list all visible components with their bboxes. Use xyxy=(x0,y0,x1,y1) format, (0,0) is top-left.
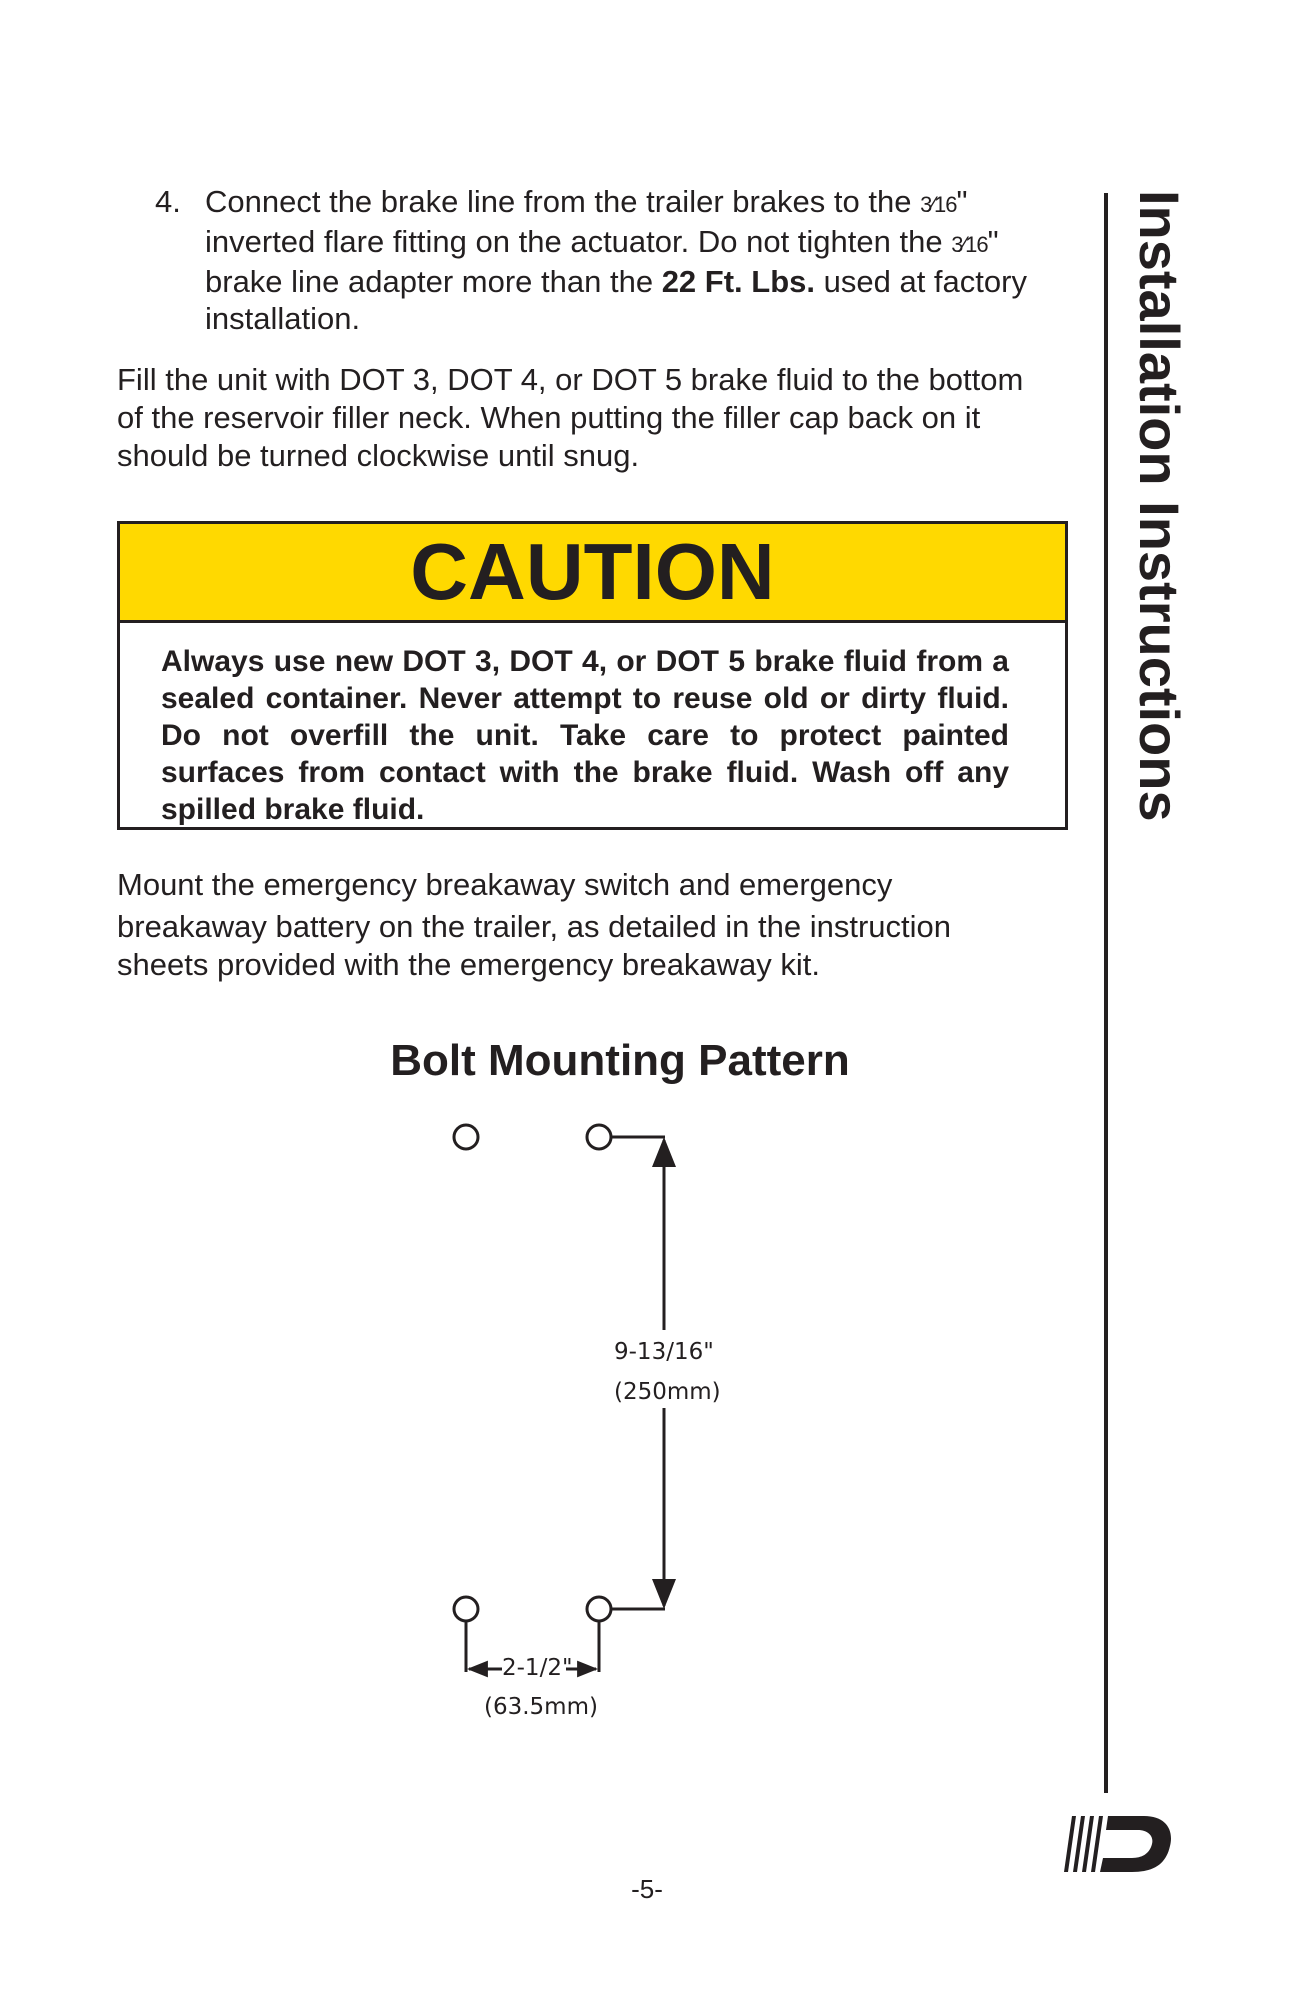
horizontal-dimension-metric: (63.5mm) xyxy=(484,1694,598,1720)
step-4-line-1: Connect the brake line from the trailer brakes to the 3⁄16" xyxy=(205,184,968,219)
caution-heading: CAUTION xyxy=(120,524,1065,623)
bolt-hole-bottom-right xyxy=(587,1597,611,1621)
sidebar-rule xyxy=(1104,193,1108,1793)
sidebar-title: Installation Instructions xyxy=(1128,190,1191,822)
page-number: -5- xyxy=(631,1874,663,1904)
horizontal-dimension-label: 2-1/2" xyxy=(502,1655,573,1681)
bolt-hole-bottom-left xyxy=(454,1597,478,1621)
step-4-line-4: installation. xyxy=(205,301,361,336)
mount-paragraph: Mount the emergency breakaway switch and emergency breakaway battery on the trailer, as detailed in the instruction sheets provided with the emergency breakaway kit. xyxy=(117,867,952,982)
fill-paragraph: Fill the unit with DOT 3, DOT 4, or DOT 5 brake fluid to the bottom of the reservoir filler neck. When putting the filler cap back on it should be turned clockwise until snug. xyxy=(117,362,1024,473)
step-number: 4. xyxy=(155,184,181,219)
step-4-line-2: inverted flare fitting on the actuator. Do not tighten the 3⁄16" xyxy=(205,224,999,259)
brand-logo xyxy=(1062,1810,1172,1880)
fraction: 3⁄16 xyxy=(920,192,957,217)
caution-text: Always use new DOT 3, DOT 4, or DOT 5 brake fluid from a sealed container. Never attempt to reuse old or dirty fluid. Do not overfill the unit. Take care to protect painted surfaces from contact with the brake fluid. Wash off any spilled brake fluid. xyxy=(161,645,1009,826)
step-4-line-3: brake line adapter more than the 22 Ft. Lbs. used at factory xyxy=(205,264,1027,299)
fraction: 3⁄16 xyxy=(951,232,988,257)
vertical-dimension-metric: (250mm) xyxy=(614,1379,721,1405)
bolt-hole-top-right xyxy=(587,1125,611,1149)
diagram-title: Bolt Mounting Pattern xyxy=(390,1036,850,1085)
torque-value: 22 Ft. Lbs. xyxy=(661,264,815,299)
bolt-hole-top-left xyxy=(454,1125,478,1149)
vertical-dimension-label: 9-13/16" xyxy=(614,1339,714,1365)
